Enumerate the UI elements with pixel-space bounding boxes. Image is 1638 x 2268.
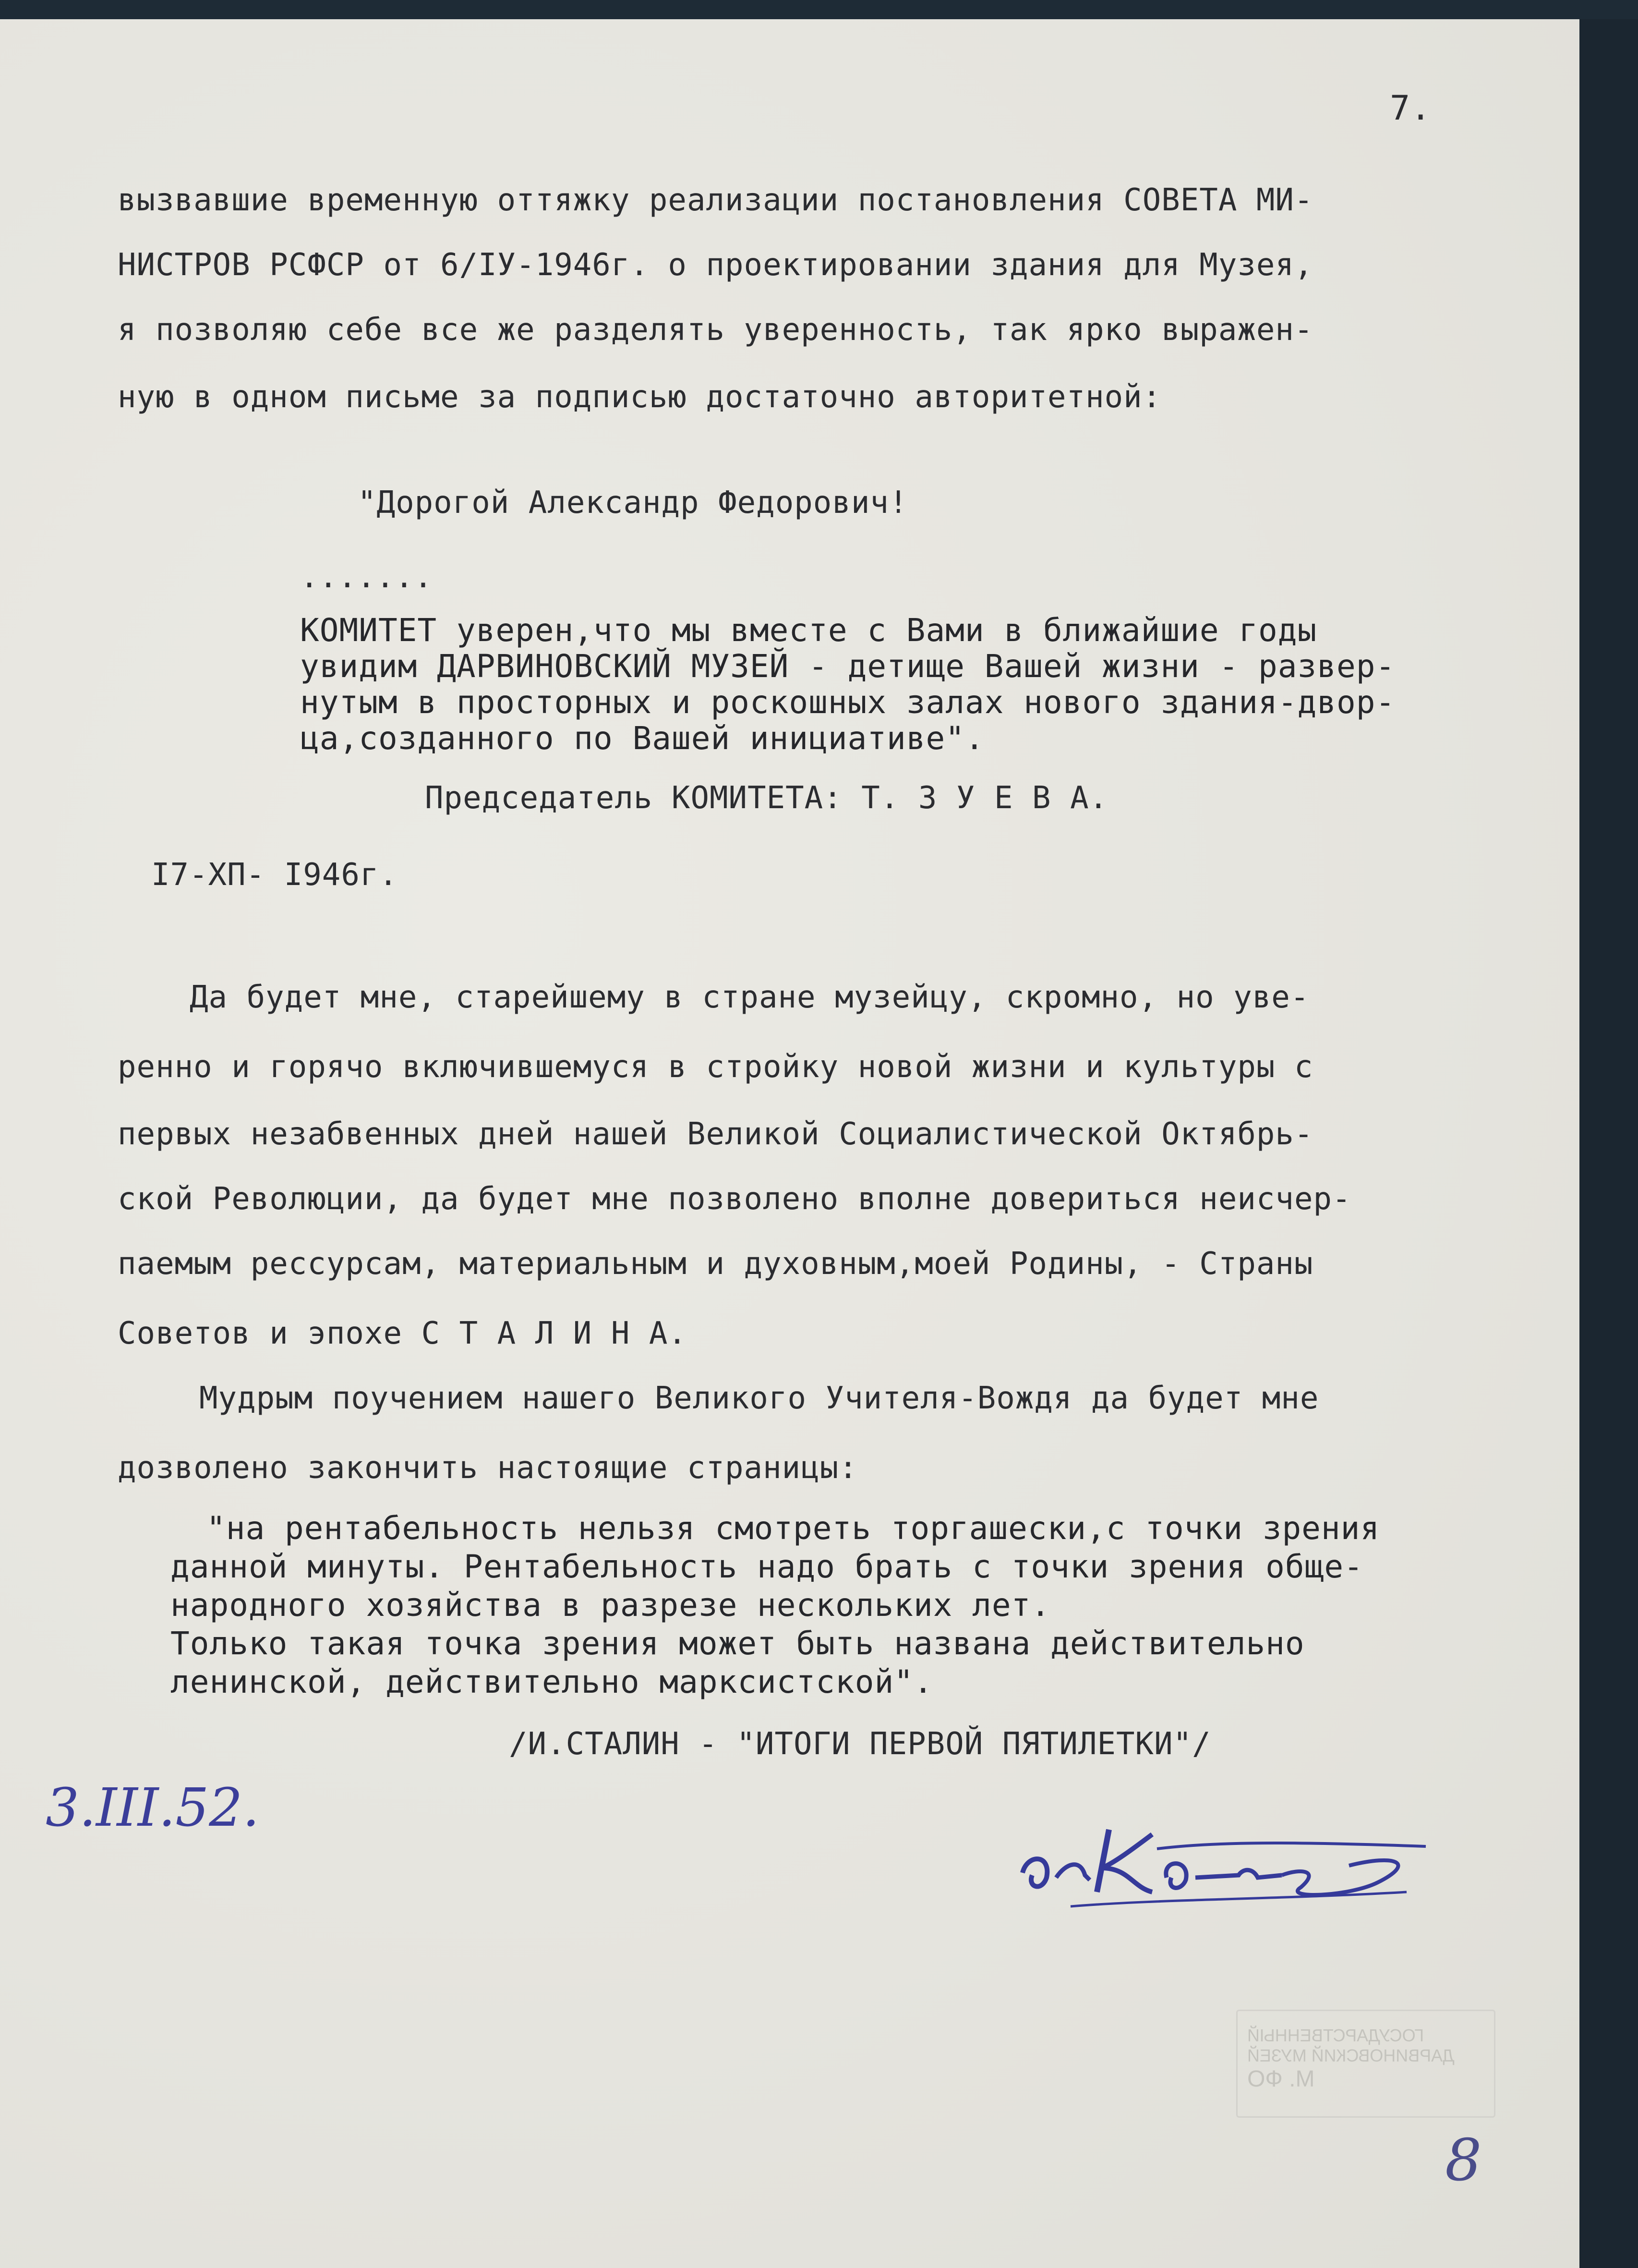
folio-number: 8 — [1445, 2127, 1482, 2194]
page-number: 7. — [1390, 88, 1432, 128]
stamp-line: М. ФО — [1247, 2066, 1315, 2092]
text-line: паемым рессурсам, материальным и духовным,моей Родины, - Страны — [118, 1246, 1313, 1282]
signature-icon — [1013, 1796, 1445, 1921]
text-line: Советов и эпохе С Т А Л И Н А. — [118, 1316, 687, 1351]
text-line: первых незабвенных дней нашей Великой Социалистической Октябрь- — [118, 1116, 1313, 1152]
letter-date: I7-ХП- I946г. — [151, 857, 398, 893]
text-line: дозволено закончить настоящие страницы: — [118, 1450, 858, 1486]
letter-salutation: "Дорогой Александр Федорович! — [358, 485, 908, 521]
quote-source: /И.СТАЛИН - "ИТОГИ ПЕРВОЙ ПЯТИЛЕТКИ"/ — [509, 1726, 1211, 1762]
quote-line: народного хозяйства в разрезе нескольких лет. — [170, 1587, 1051, 1624]
quote-line: "на рентабельность нельзя смотреть торгашески,с точки зрения — [206, 1510, 1380, 1547]
letter-line: ца,созданного по Вашей инициативе". — [300, 720, 985, 757]
text-line: НИСТРОВ РСФСР от 6/IУ-1946г. о проектировании здания для Музея, — [118, 247, 1313, 283]
text-line: ской Революции, да будет мне позволено вполне довериться неисчер- — [118, 1181, 1351, 1217]
letter-signature-line: Председатель КОМИТЕТА: Т. З У Е В А. — [425, 780, 1108, 816]
text-line: я позволяю себе все же разделять уверенность, так ярко выражен- — [118, 312, 1313, 348]
letter-line: увидим ДАРВИНОВСКИЙ МУЗЕЙ - детище Вашей жизни - развер- — [300, 648, 1396, 685]
letter-line: нутым в просторных и роскошных залах нового здания-двор- — [300, 684, 1396, 721]
background-edge — [1579, 19, 1638, 2268]
handwritten-date: 3.III.52. — [46, 1777, 260, 1838]
text-line: Мудрым поучением нашего Великого Учителя-Вождя да будет мне — [199, 1381, 1319, 1416]
text-line: Да будет мне, старейшему в стране музейцу, скромно, но уве- — [190, 980, 1310, 1015]
stamp-line: ДАРВИНОВСКИЙ МУЗЕЙ — [1247, 2046, 1455, 2065]
text-line: вызвавшие временную оттяжку реализации постановления СОВЕТА МИ- — [118, 182, 1313, 218]
text-line: ренно и горячо включившемуся в стройку новой жизни и культуры с — [118, 1049, 1313, 1085]
quote-line: Только такая точка зрения может быть названа действительно — [170, 1625, 1305, 1662]
letter-line: КОМИТЕТ уверен,что мы вместе с Вами в ближайшие годы — [300, 612, 1317, 649]
archive-stamp — [1236, 2010, 1495, 2118]
stamp-line: ГОСУДАРСТВЕННЫЙ — [1247, 2025, 1424, 2045]
quote-line: данной минуты. Рентабельность надо брать с точки зрения обще- — [170, 1548, 1363, 1585]
letter-ellipsis: ....... — [300, 559, 433, 595]
quote-line: ленинской, действительно марксистской". — [170, 1663, 933, 1700]
text-line: ную в одном письме за подписью достаточно авторитетной: — [118, 379, 1162, 415]
